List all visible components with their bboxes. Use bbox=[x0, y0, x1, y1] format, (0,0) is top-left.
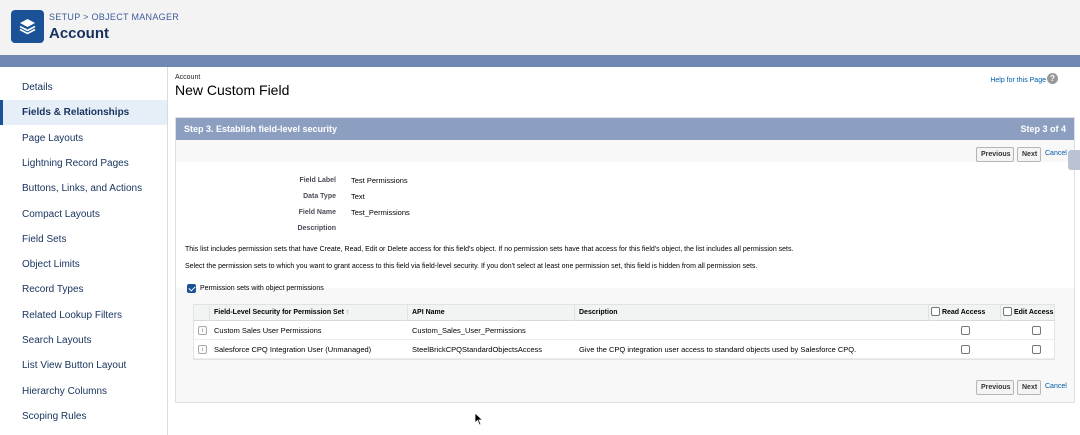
table-header-icon-col bbox=[194, 305, 210, 321]
permission-set-icon: i bbox=[198, 345, 207, 354]
data-type-value: Text bbox=[351, 192, 365, 201]
previous-button-top[interactable]: Previous bbox=[976, 147, 1014, 162]
field-name-value: Test_Permissions bbox=[351, 208, 410, 217]
sidebar-item[interactable]: Buttons, Links, and Actions bbox=[22, 183, 143, 195]
next-button-top[interactable]: Next bbox=[1017, 147, 1041, 162]
sidebar-item[interactable]: Record Types bbox=[22, 284, 84, 296]
column-header-description[interactable]: Description bbox=[575, 305, 929, 321]
info-text-1: This list includes permission sets that have Create, Read, Edit or Delete access for this field's object. If no permission sets have that access for this field's object, the list includes all permission sets. bbox=[185, 246, 794, 253]
side-panel-handle[interactable] bbox=[1068, 150, 1080, 170]
table-row bbox=[194, 341, 1054, 359]
object-sidebar bbox=[0, 67, 168, 435]
read-access-checkbox[interactable] bbox=[961, 326, 970, 335]
permission-set-description: Give the CPQ integration user access to standard objects used by Salesforce CPQ. bbox=[579, 345, 857, 354]
sidebar-item[interactable]: Hierarchy Columns bbox=[22, 385, 108, 397]
header-band bbox=[0, 55, 1080, 67]
field-label-value: Test Permissions bbox=[351, 176, 408, 185]
setup-header bbox=[0, 0, 1080, 58]
sidebar-item[interactable]: Compact Layouts bbox=[22, 208, 100, 220]
edit-access-checkbox[interactable] bbox=[1032, 326, 1041, 335]
wizard-panel bbox=[175, 117, 1075, 403]
sidebar-item[interactable]: Scoping Rules bbox=[22, 410, 87, 422]
sidebar-item[interactable]: Fields & Relationships bbox=[0, 100, 167, 125]
next-button-bottom[interactable]: Next bbox=[1017, 380, 1041, 395]
sidebar-item[interactable]: Related Lookup Filters bbox=[22, 309, 123, 321]
data-type-label: Data Type bbox=[303, 193, 336, 200]
object-manager-layers-icon bbox=[11, 10, 44, 43]
sidebar-item[interactable]: List View Button Layout bbox=[22, 360, 127, 372]
permission-set-icon: i bbox=[198, 326, 207, 335]
table-header-row bbox=[194, 305, 1054, 321]
sidebar-item[interactable]: Lightning Record Pages bbox=[22, 157, 129, 169]
help-icon[interactable]: ? bbox=[1047, 73, 1058, 84]
permission-set-table bbox=[193, 304, 1055, 360]
sidebar-item[interactable]: Details bbox=[22, 82, 53, 93]
permission-set-api-name: SteelBrickCPQStandardObjectsAccess bbox=[412, 345, 543, 354]
field-label-label: Field Label bbox=[299, 177, 336, 184]
step-header bbox=[176, 118, 1074, 140]
read-access-select-all-checkbox[interactable] bbox=[931, 307, 940, 316]
info-text-2: Select the permission sets to which you want to grant access to this field via field-level security. If you don't select at least one permission set, this field is hidden from all permission sets. bbox=[185, 263, 758, 270]
sidebar-item[interactable]: Field Sets bbox=[22, 233, 67, 245]
step-count: Step 3 of 4 bbox=[1020, 124, 1066, 134]
column-header-read-access bbox=[929, 305, 1001, 321]
table-row bbox=[194, 322, 1054, 340]
field-name-label: Field Name bbox=[298, 209, 336, 216]
edit-access-select-all-checkbox[interactable] bbox=[1003, 307, 1012, 316]
cancel-link-top[interactable]: Cancel bbox=[1045, 150, 1067, 157]
permission-set-name[interactable]: Custom Sales User Permissions bbox=[214, 326, 322, 335]
object-label: Account bbox=[175, 74, 201, 81]
column-header-api-name[interactable]: API Name bbox=[408, 305, 575, 321]
edit-access-checkbox[interactable] bbox=[1032, 345, 1041, 354]
column-header-edit-access bbox=[1001, 305, 1054, 321]
read-access-checkbox[interactable] bbox=[961, 345, 970, 354]
edit-access-header-text: Edit Access bbox=[1013, 309, 1054, 316]
column-header-name[interactable] bbox=[210, 305, 408, 321]
object-permissions-filter-label: Permission sets with object permissions bbox=[200, 285, 324, 292]
sidebar-item[interactable]: Search Layouts bbox=[22, 335, 92, 346]
main-content bbox=[168, 67, 1080, 435]
breadcrumb[interactable]: SETUP > OBJECT MANAGER bbox=[49, 12, 180, 22]
cancel-link-bottom[interactable]: Cancel bbox=[1045, 383, 1067, 390]
permission-set-name[interactable]: Salesforce CPQ Integration User (Unmanaged) bbox=[214, 345, 372, 354]
page-title: New Custom Field bbox=[175, 82, 290, 98]
sidebar-item[interactable]: Page Layouts bbox=[22, 132, 84, 144]
permission-set-api-name: Custom_Sales_User_Permissions bbox=[412, 326, 526, 335]
help-link[interactable]: Help for this Page bbox=[990, 77, 1046, 84]
description-label: Description bbox=[297, 225, 336, 232]
sidebar-item[interactable]: Object Limits bbox=[22, 259, 80, 271]
sort-ascending-icon: ↑ bbox=[345, 309, 350, 316]
field-info bbox=[176, 162, 1074, 288]
step-title: Step 3. Establish field-level security bbox=[184, 124, 338, 134]
object-permissions-filter-checkbox[interactable] bbox=[187, 284, 196, 293]
column-header-name-text: Field-Level Security for Permission Set bbox=[214, 309, 344, 316]
previous-button-bottom[interactable]: Previous bbox=[976, 380, 1014, 395]
object-title: Account bbox=[49, 25, 109, 42]
mouse-cursor-icon bbox=[474, 412, 484, 426]
read-access-header-text: Read Access bbox=[941, 309, 986, 316]
